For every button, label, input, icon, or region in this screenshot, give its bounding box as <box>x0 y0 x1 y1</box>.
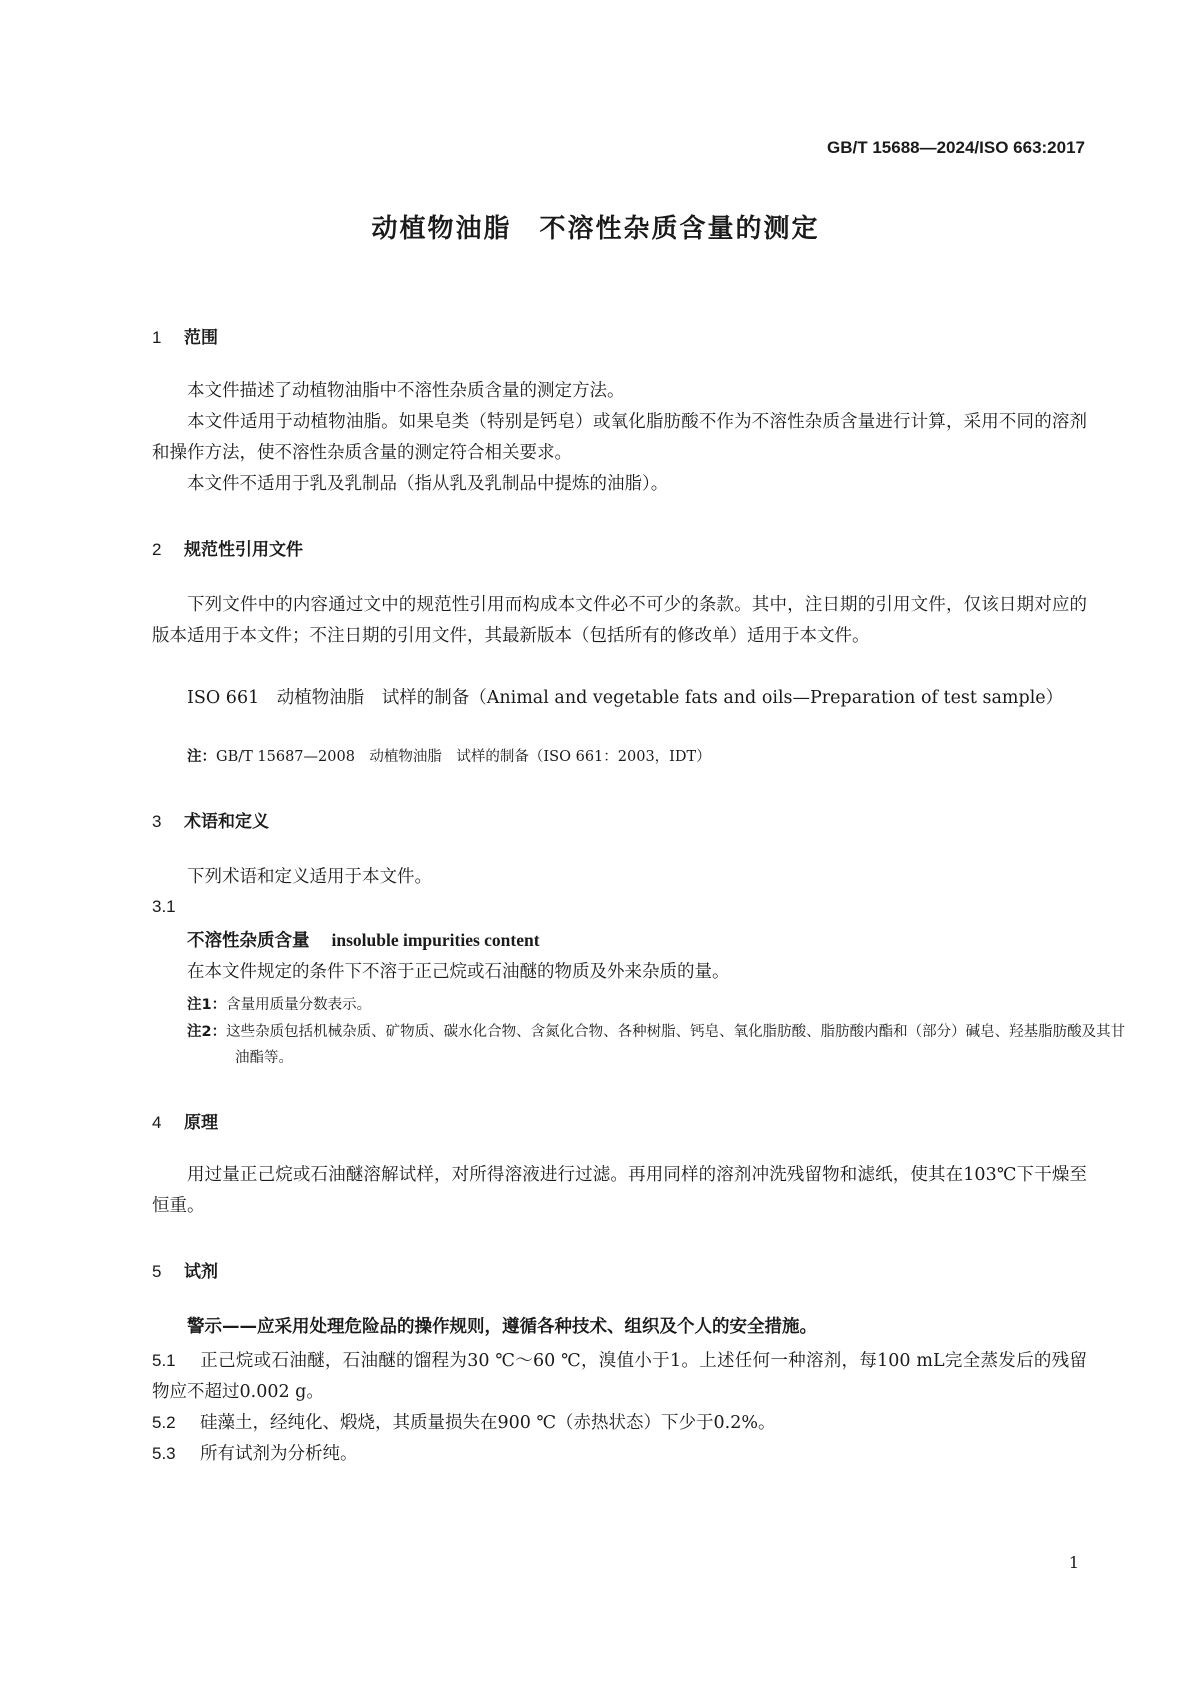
item-text: 所有试剂为分析纯。 <box>200 1444 358 1464</box>
section-number: 5 <box>152 1262 162 1281</box>
note-label: 注2： <box>187 1024 227 1040</box>
section-3-heading <box>152 807 269 832</box>
reagent-item <box>152 1438 1087 1470</box>
section-title: 试剂 <box>184 1262 218 1282</box>
section-number: 3 <box>152 812 162 831</box>
section-1-paragraph-3: 本文件不适用于乳及乳制品（指从乳及乳制品中提炼的油脂）。 <box>187 474 669 494</box>
section-title: 规范性引用文件 <box>184 540 303 560</box>
section-5-heading <box>152 1257 218 1282</box>
document-title: 动植物油脂 不溶性杂质含量的测定 <box>371 214 820 244</box>
safety-warning: 警示——应采用处理危险品的操作规则，遵循各种技术、组织及个人的安全措施。 <box>187 1317 817 1337</box>
section-2-note <box>187 744 1087 770</box>
term-note-1 <box>187 992 1087 1018</box>
term-entry <box>187 927 540 952</box>
item-number: 5.3 <box>152 1444 176 1463</box>
document-id: GB/T 15688—2024/ISO 663:2017 <box>827 138 1085 157</box>
note-text: 这些杂质包括机械杂质、矿物质、碳水化合物、含氮化合物、各种树脂、钙皂、氧化脂肪酸、脂肪酸内酯和（部分）碱皂、羟基脂肪酸及其甘油酯等。 <box>226 1024 1126 1066</box>
reagent-item <box>152 1407 1087 1439</box>
section-2-paragraph-1: 下列文件中的内容通过文中的规范性引用而构成本文件必不可少的条款。其中，注日期的引用文件，仅该日期对应的版本适用于本文件；不注日期的引用文件，其最新版本（包括所有的修改单）适用于本文件。 <box>152 595 1087 646</box>
item-number: 5.2 <box>152 1413 176 1432</box>
reagent-item <box>152 1345 1087 1408</box>
section-4-paragraph-1: 用过量正己烷或石油醚溶解试样，对所得溶液进行过滤。再用同样的溶剂冲洗残留物和滤纸，使其在103℃下干燥至恒重。 <box>152 1165 1087 1216</box>
page-number: 1 <box>1068 1553 1079 1572</box>
term-chinese: 不溶性杂质含量 <box>187 931 310 951</box>
section-number: 4 <box>152 1113 162 1132</box>
term-number: 3.1 <box>152 897 176 916</box>
item-text: 正己烷或石油醚，石油醚的馏程为30 ℃～60 ℃，溴值小于1。上述任何一种溶剂，每100 mL完全蒸发后的残留物应不超过0.002 g。 <box>152 1351 1087 1402</box>
term-note-2 <box>187 1019 1135 1071</box>
item-number: 5.1 <box>152 1351 176 1370</box>
section-number: 2 <box>152 540 162 559</box>
section-title: 范围 <box>184 328 218 348</box>
section-2-heading <box>152 535 303 560</box>
note-text: 含量用质量分数表示。 <box>226 997 372 1013</box>
section-1-paragraph-1: 本文件描述了动植物油脂中不溶性杂质含量的测定方法。 <box>187 381 625 401</box>
term-definition: 在本文件规定的条件下不溶于正己烷或石油醚的物质及外来杂质的量。 <box>187 962 730 982</box>
section-4-heading <box>152 1108 218 1133</box>
item-text: 硅藻土，经纯化、煅烧，其质量损失在900 ℃（赤热状态）下少于0.2%。 <box>200 1413 776 1433</box>
section-title: 原理 <box>184 1113 218 1133</box>
section-title: 术语和定义 <box>184 812 269 832</box>
note-label: 注1： <box>187 997 227 1013</box>
normative-reference: ISO 661 动植物油脂 试样的制备（Animal and vegetable fats and oils—Preparation of test sample） <box>187 688 1064 708</box>
section-number: 1 <box>152 328 162 347</box>
note-text: GB/T 15687—2008 动植物油脂 试样的制备（ISO 661：2003，IDT） <box>216 749 711 765</box>
section-1-heading <box>152 323 218 348</box>
note-label: 注： <box>187 749 216 765</box>
section-3-paragraph-1: 下列术语和定义适用于本文件。 <box>187 867 432 887</box>
term-english: insoluble impurities content <box>331 930 540 950</box>
section-1-paragraph-2: 本文件适用于动植物油脂。如果皂类（特别是钙皂）或氧化脂肪酸不作为不溶性杂质含量进行计算，采用不同的溶剂和操作方法，使不溶性杂质含量的测定符合相关要求。 <box>152 412 1087 463</box>
